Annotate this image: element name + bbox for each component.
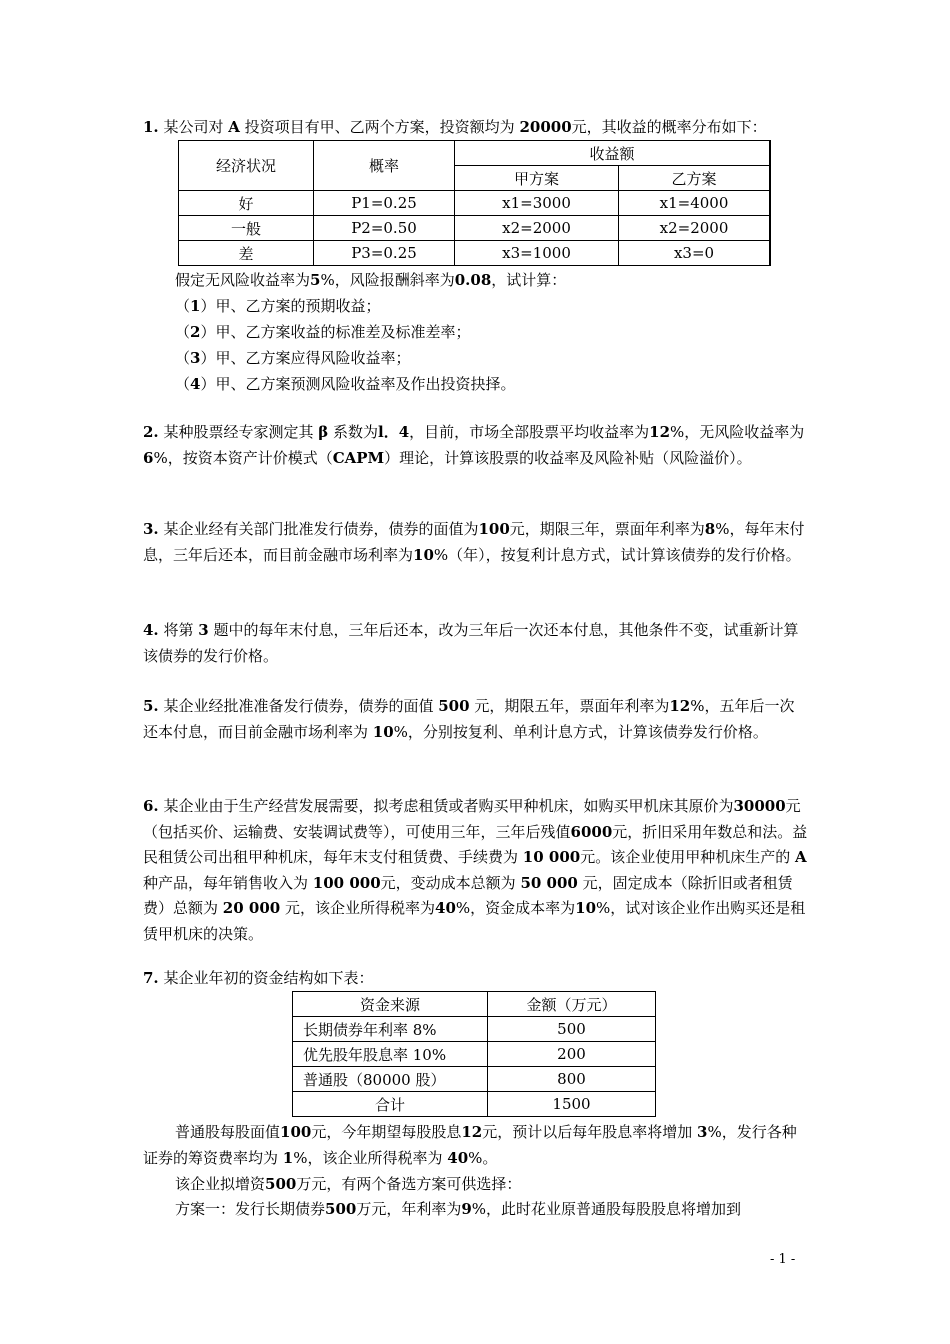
q1-assumption: 假定无风险收益率为5%，风险报酬斜率为0.08，试计算： xyxy=(175,271,567,289)
table-row: 一般 P2=0.50 x2=2000 x2=2000 xyxy=(179,216,771,241)
q7-paragraph-3: 方案一：发行长期债券500万元，年利率为9%，此时花业原普通股每股股息将增加到 xyxy=(175,1200,742,1218)
header-plan-a: 甲方案 xyxy=(455,166,619,191)
q7-paragraph-2: 该企业拟增资500万元，有两个备选方案可供选择： xyxy=(175,1175,522,1193)
q4-text: 4. 将第 3 题中的每年末付息，三年后还本，改为三年后一次还本付息，其他条件不变，试重新计算该债券的发行价格。 xyxy=(143,621,799,665)
q5-text: 5. 某企业经批准准备发行债券，债券的面值 500 元，期限五年，票面年利率为12%，五年后一次还本付息，而目前金融市场利率为 10%，分别按复利、单利计息方式，计算该债券发行价格。 xyxy=(143,697,795,741)
q2-text: 2. 某种股票经专家测定其 β 系数为l．4，目前，市场全部股票平均收益率为12%，无风险收益率为6%，按资本资产计价模式（CAPM）理论，计算该股票的收益率及风险补贴（风险溢价）。 xyxy=(143,423,805,467)
table-row: 优先股年股息率 10% 200 xyxy=(293,1042,656,1067)
table-row: 长期债券年利率 8% 500 xyxy=(293,1017,656,1042)
page-number: - 1 - xyxy=(770,1252,796,1267)
table-row: 好 P1=0.25 x1=3000 x1=4000 xyxy=(179,191,771,216)
header-plan-b: 乙方案 xyxy=(619,166,771,191)
header-amount: 金额（万元） xyxy=(488,992,656,1017)
q1-probability-table xyxy=(178,140,771,266)
q3-text: 3. 某企业经有关部门批准发行债券，债券的面值为100元，期限三年，票面年利率为8%，每年末付息，三年后还本，而目前金融市场利率为10%（年），按复利计息方式，试计算该债券的发行价格。 xyxy=(143,520,805,564)
header-source: 资金来源 xyxy=(293,992,488,1017)
q7-paragraph-1: 普通股每股面值100元，今年期望每股股息12元，预计以后每年股息率将增加 3%，发行各种证券的筹资费率均为 1%，该企业所得税率为 40%。 xyxy=(143,1123,797,1167)
q1-intro: 1. 某公司对 A 投资项目有甲、乙两个方案，投资额均为 20000元，其收益的概率分布如下： xyxy=(143,118,767,136)
q7-intro: 7. 某企业年初的资金结构如下表： xyxy=(143,969,374,987)
header-prob: 概率 xyxy=(314,141,455,191)
header-income: 收益额 xyxy=(455,141,771,166)
q1-item-1: （1）甲、乙方案的预期收益； xyxy=(175,297,381,315)
q6-text: 6. 某企业由于生产经营发展需要，拟考虑租赁或者购买甲种机床，如购买甲机床其原价为30000元（包括买价、运输费、安装调试费等），可使用三年，三年后残值6000元，折旧采用年数总和法。益民租赁公司出租甲种机床，每年末支付租赁费、手续费为 10 000元。该企业使用甲种机床生产的 A 种产品，每年销售收入为 100 000元，变动成本总额为 50 000 元，固定成本（除折旧或者租赁费）总额为 20 000 元，该企业所得税率为40%，资金成本率为10%，试对该企业作出购买还是租赁甲机床的决策。 xyxy=(143,797,808,943)
table-row: 普通股（80000 股） 800 xyxy=(293,1067,656,1092)
q1-item-2: （2）甲、乙方案收益的标准差及标准差率； xyxy=(175,323,471,341)
header-state: 经济状况 xyxy=(179,141,314,191)
q1-item-4: （4）甲、乙方案预测风险收益率及作出投资抉择。 xyxy=(175,375,516,393)
table-row: 差 P3=0.25 x3=1000 x3=0 xyxy=(179,241,771,266)
q1-item-3: （3）甲、乙方案应得风险收益率； xyxy=(175,349,411,367)
q7-capital-structure-table xyxy=(292,991,656,1117)
table-row: 合计 1500 xyxy=(293,1092,656,1117)
